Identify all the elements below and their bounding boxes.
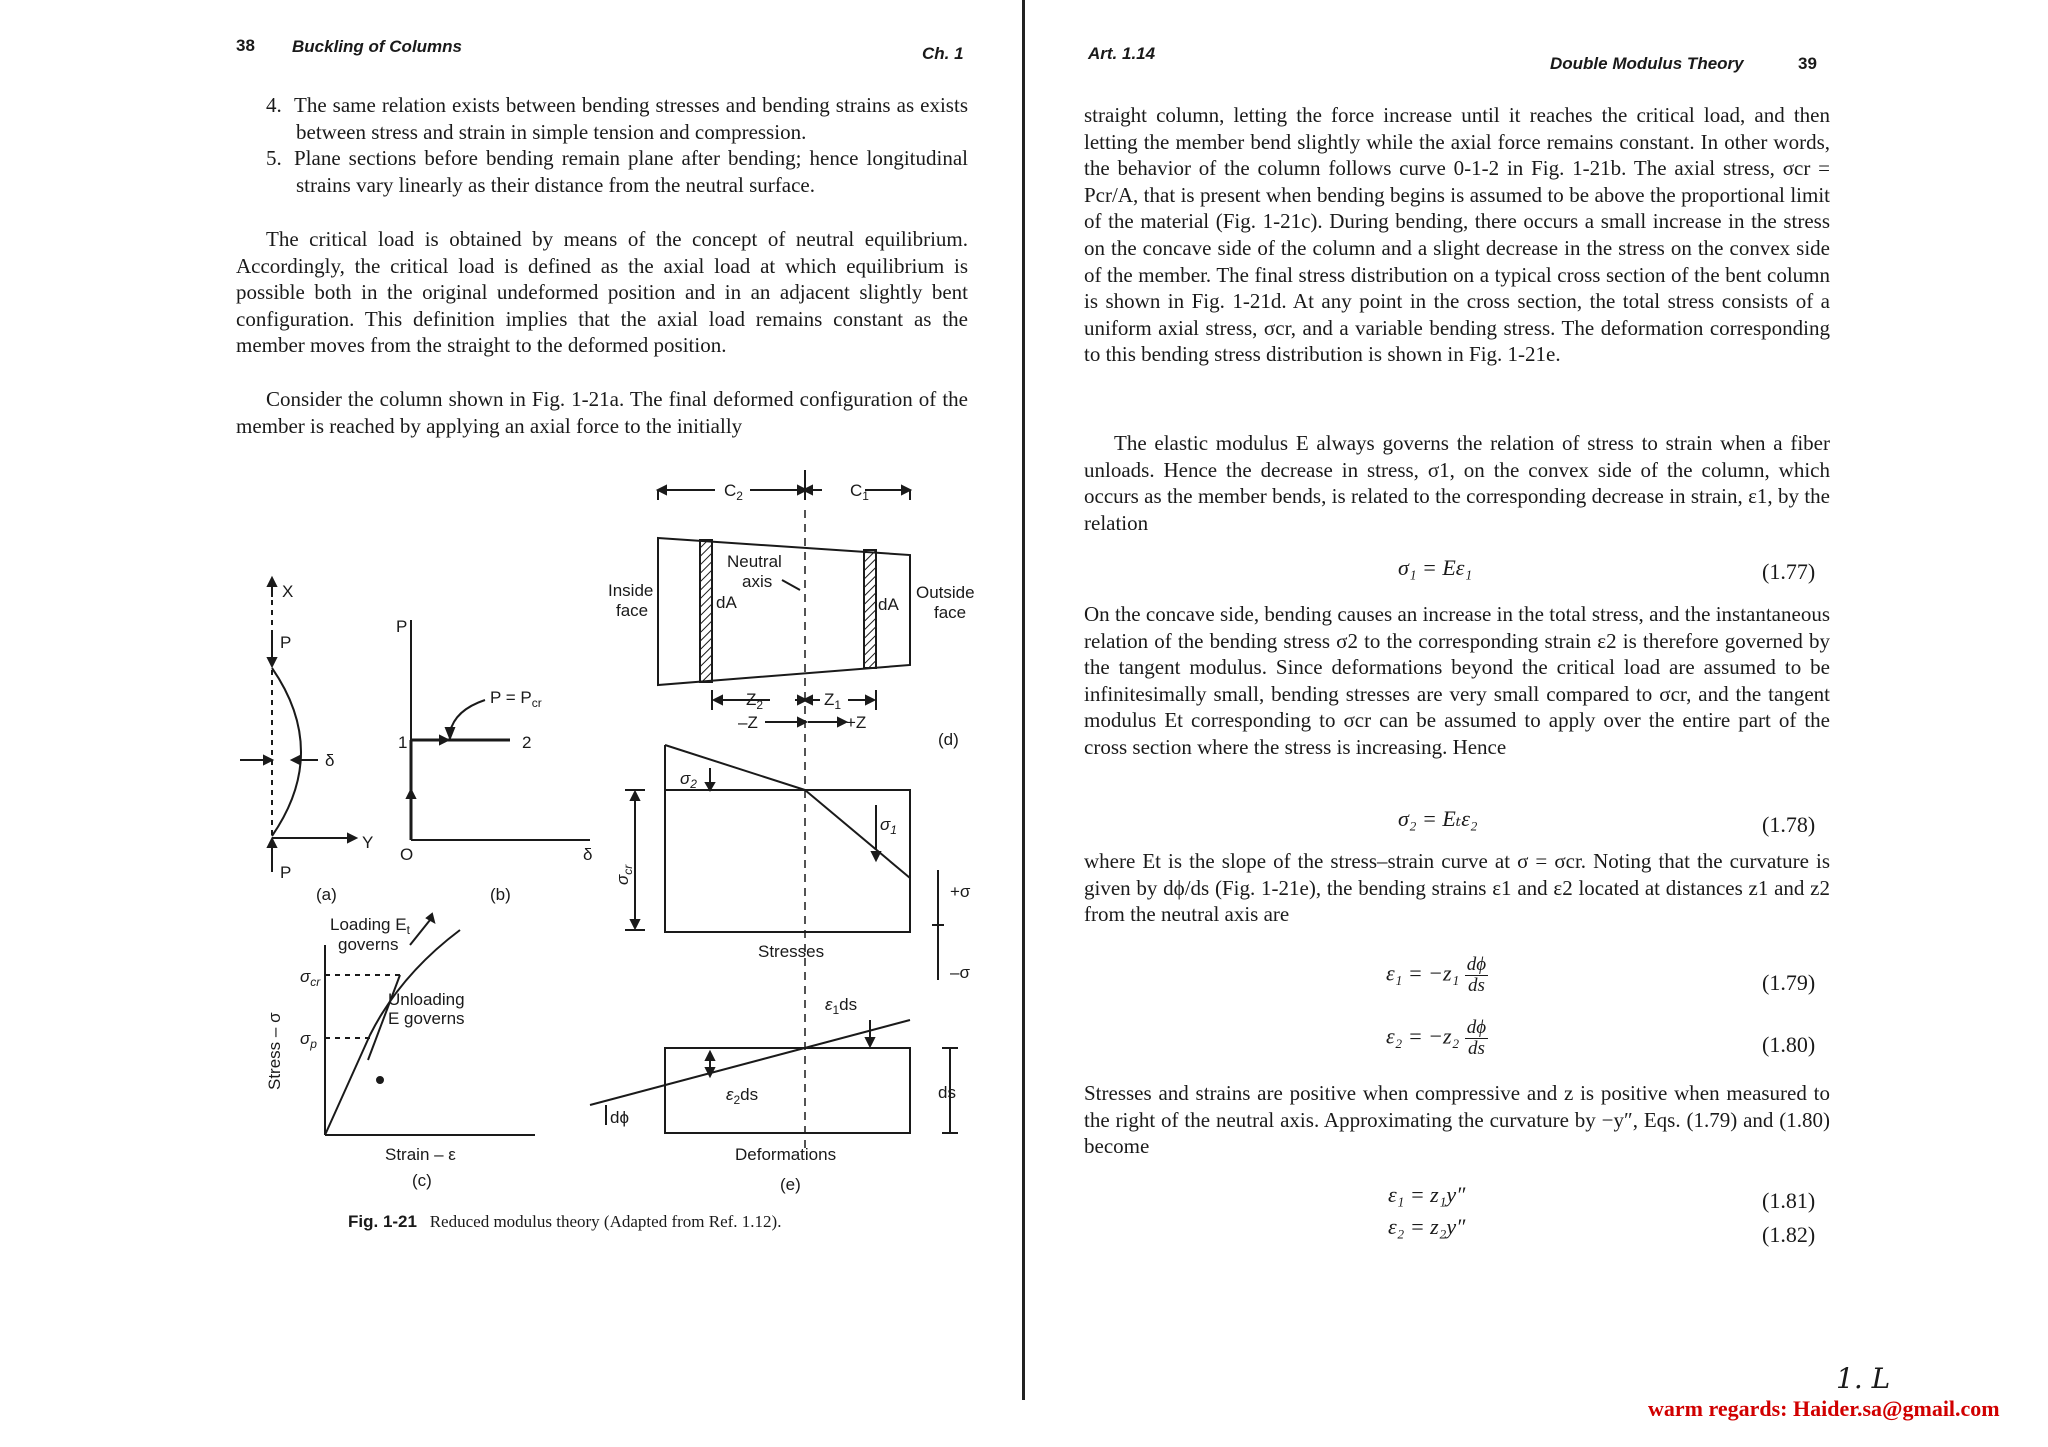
label-ds: ds [938,1083,956,1102]
equation-number-1-78: (1.78) [1762,812,1816,837]
figure-caption [348,1212,781,1232]
equation-number-1-80: (1.80) [1762,1032,1816,1057]
equation-1-81: ε₁ = z₁y″ [1388,1182,1466,1207]
label-inside: Inside [608,581,654,600]
label-sigma-1: $\sigma_1$ [880,815,897,837]
equation-number-1-79: (1.79) [1762,970,1816,995]
label-loading: Loading $E_t$ [330,915,410,937]
label-c1: $C_1$ [850,481,869,503]
paragraph-signs: Stresses and strains are positive when compressive and z is positive when measured to the right of the neutral axis. Approximating the curvature by −y″, Eqs. (1.79) and (1.80) become [1084,1081,1830,1159]
right-page [1024,0,2048,1447]
label-unloading: Unloading [388,990,465,1009]
label-governs-1: governs [338,935,399,954]
label-y-axis: Y [362,833,374,852]
label-sub-d: (d) [938,730,959,749]
label-stresses: Stresses [758,942,825,961]
label-da-left: dA [716,593,737,612]
paragraph-elastic-modulus: The elastic modulus E always governs the relation of stress to strain when a fiber unloads. Hence the decrease in stress, σ1, on the convex side of the column, which occurs as the member bends, is related to the corresponding decrease in strain, ε1, by the relation [1084,431,1830,535]
caption-label: Fig. 1-21 [348,1212,417,1231]
label-p-top: P [280,633,292,652]
equation-number-1-81: (1.81) [1762,1188,1816,1213]
label-delta-a: δ [325,751,335,770]
caption-text: Reduced modulus theory (Adapted from Ref. 1.12). [429,1212,782,1231]
article-label: Art. 1.14 [1088,44,1156,63]
label-p-bottom: P [280,863,292,882]
label-deformations: Deformations [735,1145,837,1164]
list-number: 5. [266,146,282,170]
label-strain-axis: Strain – ε [385,1145,456,1164]
label-outside: Outside [916,583,975,602]
label-sigma-2: $\sigma_2$ [680,769,697,791]
equation-number-1-82: (1.82) [1762,1222,1816,1247]
label-neutral: Neutral [727,552,782,571]
label-e2ds: $\varepsilon_2ds$ [726,1085,759,1107]
label-plus-sigma: +σ [950,882,971,901]
label-sub-c: (c) [412,1171,432,1190]
label-sigma-cr-c: $\sigma_{cr}$ [300,967,321,989]
chapter-label: Ch. 1 [922,44,964,63]
paragraph-concave-side: On the concave side, bending causes an increase in the total stress, and the instantaneous relation of the bending stress σ2 to the corresponding strain ε2 is therefore governed by the tangent modulus. Since deformations beyond the critical load are assumed to be infinitesimally small, bending stresses are very small compared to σcr, and the tangent modulus Et corresponding to σcr can be assumed to apply over the entire part of the cross section where the stress is increasing. Hence [1084,602,1830,759]
regards-note: warm regards: Haider.sa@gmail.com [1648,1396,2000,1421]
running-title-left: Buckling of Columns [292,37,462,56]
label-e1ds: $\varepsilon_1ds$ [825,995,858,1017]
label-governs-2: E governs [388,1009,465,1028]
label-sub-a: (a) [316,885,337,904]
equation-number-1-77: (1.77) [1762,559,1816,584]
paragraph-straight-column: straight column, letting the force increase until it reaches the critical load, and then letting the member bend slightly while the axial force remains constant. In other words, the behavior of the column follows curve 0-1-2 in Fig. 1-21b. The axial stress, σcr = Pcr/A, that is present when bending begins is assumed to be above the proportional limit of the material (Fig. 1-21c). During bending, there occurs a small increase in the stress on the concave side of the column and a slight decrease in the stress on the convex side of the member. The final stress distribution on a typical cross section of the bent column is shown in Fig. 1-21d. At any point in the cross section, the total stress consists of a uniform axial stress, σcr, and a variable bending stress. The deformation corresponding to this bending stress distribution is shown in Fig. 1-21e. [1084,103,1830,367]
page-number-right: 39 [1798,54,1817,73]
label-p-equals-pcr: $P = P_{cr}$ [490,688,542,710]
equation-1-77: σ₁ = Eε₁ [1398,555,1473,580]
label-p-axis-b: P [396,617,408,636]
label-point-1: 1 [398,733,408,752]
label-point-2: 2 [522,733,532,752]
label-axis: axis [742,572,773,591]
label-outside-face: face [934,603,967,622]
label-minus-z: –Z [738,713,758,732]
label-sub-b: (b) [490,885,511,904]
label-sub-e: (e) [780,1175,801,1194]
label-x-axis: X [282,582,294,601]
equation-1-82: ε₂ = z₂y″ [1388,1214,1466,1239]
equation-1-78: σ₂ = Eₜε₂ [1398,806,1478,831]
label-c2: $C_2$ [724,481,743,503]
label-z2: $Z_2$ [746,690,764,712]
list-text: Plane sections before bending remain plane after bending; hence longitudinal strains vary linearly as their distance from the neutral surface. [294,146,968,197]
paragraph-critical-load: The critical load is obtained by means of the concept of neutral equilibrium. Accordingly, the critical load is defined as the axial load at which equilibrium is possible both in the original undeformed position and in an adjacent slightly bent configuration. This definition implies that the axial load remains constant as the member moves from the straight to the deformed position. [236,227,968,358]
label-origin: O [400,845,414,864]
label-delta-b: δ [583,845,593,864]
label-da-right: dA [878,595,899,614]
page-number-left: 38 [236,36,255,55]
label-minus-sigma: –σ [950,963,970,982]
label-inside-face: face [616,601,649,620]
list-text: The same relation exists between bending stresses and bending strains as exists between stress and strain in simple tension and compression. [294,93,968,144]
label-sigma-cr-d: $\sigma_{cr}$ [613,864,635,885]
paragraph-consider-column: Consider the column shown in Fig. 1-21a. The final deformed configuration of the member is reached by applying an axial force to the initially [236,387,968,438]
equation-1-79: ε₁ = −z₁ $\frac{d\phi}{ds}$ [1386,954,1487,996]
running-title-right: Double Modulus Theory [1550,54,1744,73]
label-stress-axis: Stress – σ [265,1012,284,1090]
label-z1: $Z_1$ [824,690,842,712]
label-sigma-p: $\sigma_p$ [300,1029,317,1051]
list-number: 4. [266,93,282,117]
equation-1-80: ε₂ = −z₂ $\frac{d\phi}{ds}$ [1386,1017,1487,1059]
handwritten-signature: 1. L [1836,1362,1891,1395]
paragraph-slope: where Et is the slope of the stress–strain curve at σ = σcr. Noting that the curvature is given by dϕ/ds (Fig. 1-21e), the bending strains ε1 and ε2 located at distances z1 and z2 from the neutral axis are [1084,849,1830,927]
label-plus-z: +Z [846,713,867,732]
label-dphi: dϕ [610,1108,629,1127]
